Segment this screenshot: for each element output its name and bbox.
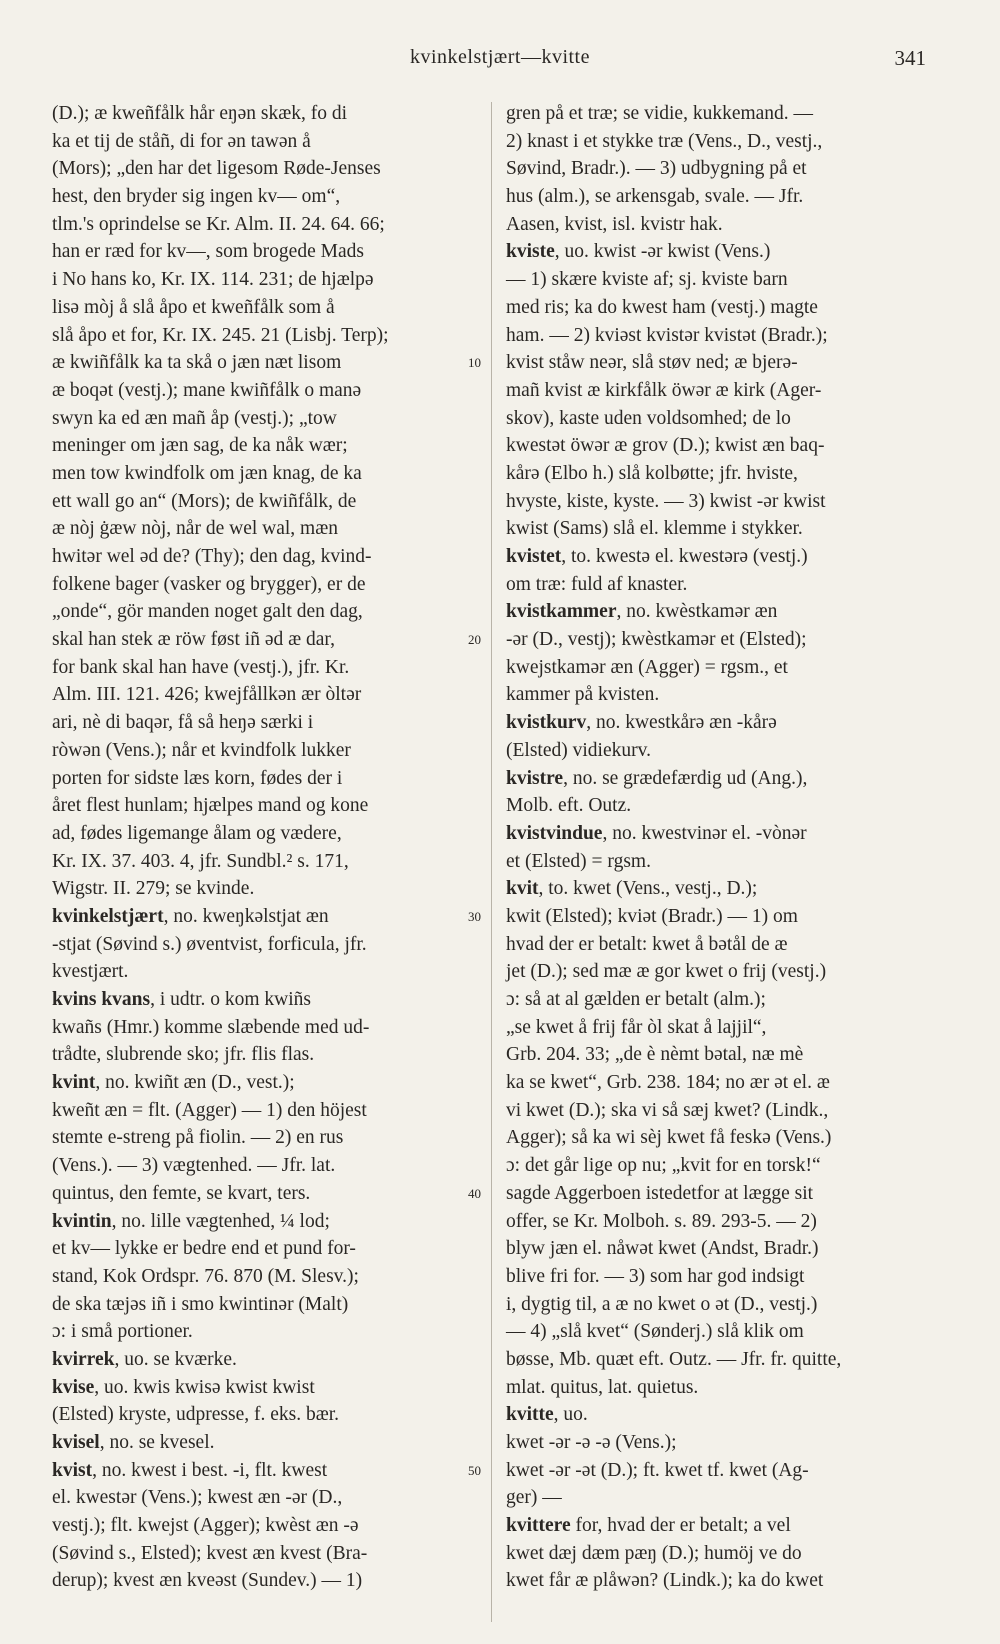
text-line: mañ kvist æ kirkfålk öwər æ kirk (Ager- [506, 379, 822, 401]
text-line: stemte e-streng på fiolin. — 2) en rus [52, 1127, 344, 1149]
text-line: æ boqət (vestj.); mane kwiñfålk o manə [52, 379, 362, 401]
text-line: -stjat (Søvind s.) øventvist, forficula, jfr. [52, 933, 367, 955]
headword: kvise [52, 1376, 95, 1398]
text-line: ka se kwet“, Grb. 238. 184; no ær ət el. æ [506, 1072, 830, 1094]
text-line: om træ: fuld af knaster. [506, 573, 688, 595]
text-line: (Mors); „den har det ligesom Røde-Jenses [52, 158, 381, 180]
headword: kvistre [506, 767, 564, 789]
headword: kvistet [506, 546, 562, 567]
text-line: „onde“, gör manden noget galt den dag, [52, 601, 363, 623]
headword: kvist [52, 1459, 93, 1481]
text-line: — 1) skære kviste af; sj. kviste barn [506, 269, 788, 291]
text-line: kwet -ər -ə -ə (Vens.); [506, 1432, 677, 1453]
text-line: (D.); æ kweñfålk hår eŋən skæk, fo di [52, 103, 348, 124]
headword: kvisel [52, 1432, 100, 1453]
text-line: Molb. eft. Outz. [506, 795, 632, 817]
text-line: et (Elsted) = rgsm. [506, 850, 651, 872]
text-line: kvintin, no. lille vægtenhed, ¼ lod; [52, 1210, 330, 1232]
text-line: kvistet, to. kwestə el. kwestərə (vestj.) [506, 546, 808, 567]
text-line: el. kwestər (Vens.); kwest æn -ər (D., [52, 1487, 343, 1509]
column-divider [491, 102, 492, 1622]
text-line: hvyste, kiste, kyste. — 3) kwist -ər kwist [506, 490, 826, 512]
right-column [506, 100, 914, 1595]
text-line: ɔ: det går lige op nu; „kvit for en torsk!“ [506, 1155, 821, 1177]
text-line: ett wall go an“ (Mors); de kwiñfålk, de [52, 490, 357, 512]
headword: kvintin [52, 1210, 112, 1232]
text-line: offer, se Kr. Molboh. s. 89. 293-5. — 2) [506, 1210, 817, 1232]
text-line: blyw jæn el. nåwət kwet (Andst, Bradr.) [506, 1238, 819, 1260]
text-line: kvist, no. kwest i best. -i, flt. kwest [52, 1459, 328, 1481]
headword: kvins kvans [52, 989, 151, 1010]
text-line: jet (D.); sed mæ æ gor kwet o frij (vestj.) [506, 961, 827, 983]
text-line: bøsse, Mb. quæt eft. Outz. — Jfr. fr. quitte, [506, 1348, 842, 1370]
line-number: 20 [468, 632, 481, 648]
line-number: 50 [468, 1463, 481, 1479]
text-line: kvinkelstjært, no. kweŋkəlstjat æn [52, 905, 329, 927]
text-line: derup); kvest æn kveəst (Sundev.) — 1) [52, 1570, 363, 1592]
text-line: ɔ: så at al gælden er betalt (alm.); [506, 989, 766, 1010]
text-line: kviste, uo. kwist -ər kwist (Vens.) [506, 241, 771, 263]
text-line: Søvind, Bradr.). — 3) udbygning på et [506, 158, 807, 180]
text-line: kvirrek, uo. se kværke. [52, 1348, 237, 1370]
text-line: ari, nè di baqər, få så heŋə særki i [52, 712, 314, 734]
text-line: Aasen, kvist, isl. kvistr hak. [506, 213, 723, 235]
text-line: Kr. IX. 37. 403. 4, jfr. Sundbl.² s. 171, [52, 850, 349, 872]
text-line: kvitte, uo. [506, 1404, 588, 1426]
text-line: -ər (D., vestj); kwèstkamər et (Elsted); [506, 629, 807, 651]
text-line: hwitər wel əd de? (Thy); den dag, kvind- [52, 546, 372, 567]
text-line: kvise, uo. kwis kwisə kwist kwist [52, 1376, 315, 1398]
text-line: kvins kvans, i udtr. o kom kwiñs [52, 989, 311, 1010]
text-line: kvit, to. kwet (Vens., vestj., D.); [506, 878, 758, 900]
text-line: kammer på kvisten. [506, 684, 660, 706]
headword: kvittere [506, 1515, 571, 1537]
text-line: året flest hunlam; hjælpes mand og kone [52, 795, 369, 817]
headword: kvistkammer [506, 601, 617, 623]
headword: kvistkurv [506, 712, 587, 734]
text-line: kvistre, no. se grædefærdig ud (Ang.), [506, 767, 808, 789]
text-line: æ nòj ġæw nòj, når de wel wal, mæn [52, 518, 338, 540]
headword: kvirrek [52, 1348, 115, 1370]
text-line: ɔ: i små portioner. [52, 1321, 193, 1343]
text-line: kwejstkamər æn (Agger) = rgsm., et [506, 656, 788, 678]
page-number: 341 [894, 46, 926, 70]
text-line: blive fri for. — 3) som har god indsigt [506, 1265, 805, 1287]
text-line: „se kwet å frij får òl skat å lajjil“, [506, 1016, 767, 1038]
headword: kvistvindue [506, 822, 603, 844]
text-line: slå åpo et for, Kr. IX. 245. 21 (Lisbj. Terp); [52, 324, 389, 346]
text-line: ad, fødes ligemange ålam og vædere, [52, 822, 342, 844]
text-line: (Elsted) vidiekurv. [506, 739, 651, 761]
headword: kvit [506, 878, 539, 900]
headword: kvint [52, 1072, 96, 1094]
text-line: kwañs (Hmr.) komme slæbende med ud- [52, 1016, 370, 1038]
headword: kviste [506, 241, 555, 263]
text-line: kwit (Elsted); kviət (Bradr.) — 1) om [506, 905, 798, 927]
text-line: et kv— lykke er bedre end et pund for- [52, 1238, 356, 1260]
headword: kvinkelstjært [52, 905, 164, 927]
text-line: ham. — 2) kviəst kvistər kvistət (Bradr.); [506, 324, 828, 346]
line-number: 10 [468, 355, 481, 371]
text-line: kvistkurv, no. kwestkårə æn -kårə [506, 712, 777, 734]
text-line: skal han stek æ röw føst iñ əd æ dar, [52, 629, 336, 651]
text-line: kårə (Elbo h.) slå kolbøtte; jfr. hviste, [506, 462, 798, 484]
text-line: ròwən (Vens.); når et kvindfolk lukker [52, 739, 351, 761]
text-line: vi kwet (D.); ska vi så sæj kwet? (Lindk., [506, 1099, 829, 1121]
text-line: ka et tij de ståñ, di for ən tawən å [52, 130, 311, 152]
text-line: men tow kwindfolk om jæn knag, de ka [52, 462, 362, 484]
text-line: mlat. quitus, lat. quietus. [506, 1376, 699, 1398]
text-line: kvittere for, hvad der er betalt; a vel [506, 1515, 791, 1537]
left-column [52, 100, 485, 1595]
text-line: folkene bager (vasker og brygger), er de [52, 573, 366, 595]
text-line: kvist ståw neər, slå støv ned; æ bjerə- [506, 352, 798, 374]
text-line: kwet dæj dæm pæŋ (D.); humöj ve do [506, 1542, 802, 1564]
text-line: i No hans ko, Kr. IX. 114. 231; de hjælpə [52, 269, 374, 291]
text-line: (Søvind s., Elsted); kvest æn kvest (Bra- [52, 1542, 368, 1564]
text-line: vestj.); flt. kwejst (Agger); kwèst æn -ə [52, 1515, 359, 1537]
text-line: gren på et træ; se vidie, kukkemand. — [506, 103, 814, 124]
running-title: kvinkelstjært—kvitte [410, 46, 590, 68]
line-number: 30 [468, 909, 481, 925]
text-line: kwet får æ plåwən? (Lindk.); ka do kwet [506, 1570, 824, 1592]
text-line: trådte, slubrende sko; jfr. flis flas. [52, 1044, 315, 1066]
text-line: med ris; ka do kwest ham (vestj.) magte [506, 296, 818, 318]
text-line: kwet -ər -ət (D.); ft. kwet tf. kwet (Ag- [506, 1459, 809, 1481]
text-line: kvint, no. kwiñt æn (D., vest.); [52, 1072, 295, 1094]
text-line: for bank skal han have (vestj.), jfr. Kr. [52, 656, 350, 678]
text-line: stand, Kok Ordspr. 76. 870 (M. Slesv.); [52, 1265, 359, 1287]
text-line: kvistvindue, no. kwestvinər el. -vònər [506, 822, 807, 844]
text-line: hus (alm.), se arkensgab, svale. — Jfr. [506, 186, 804, 208]
text-line: kvestjært. [52, 961, 129, 983]
text-line: meninger om jæn sag, de ka nåk wær; [52, 435, 348, 457]
text-line: swyn ka ed æn mañ åp (vestj.); „tow [52, 407, 337, 429]
text-line: Alm. III. 121. 426; kwejfållkən ær òltər [52, 684, 362, 706]
text-line: sagde Aggerboen istedetfor at lægge sit [506, 1182, 814, 1204]
text-line: Wigstr. II. 279; se kvinde. [52, 878, 255, 900]
text-line: hvad der er betalt: kwet å bətål de æ [506, 933, 788, 955]
text-line: — 4) „slå kvet“ (Sønderj.) slå klik om [506, 1321, 804, 1343]
text-line: kvisel, no. se kvesel. [52, 1432, 215, 1453]
text-line: ger) — [506, 1487, 562, 1509]
text-line: kwestət öwər æ grov (D.); kwist æn baq- [506, 435, 825, 457]
text-line: (Vens.). — 3) vægtenhed. — Jfr. lat. [52, 1155, 336, 1177]
text-line: Agger); så ka wi sèj kwet få feskə (Vens.) [506, 1127, 832, 1149]
text-line: kwist (Sams) slå el. klemme i stykker. [506, 518, 803, 540]
text-line: hest, den bryder sig ingen kv— om“, [52, 186, 341, 208]
page-header [0, 46, 1000, 76]
text-line: porten for sidste læs korn, fødes der i [52, 767, 343, 789]
text-line: (Elsted) kryste, udpresse, f. eks. bær. [52, 1404, 340, 1426]
text-line: kweñt æn = flt. (Agger) — 1) den höjest [52, 1099, 367, 1121]
text-line: 2) knast i et stykke træ (Vens., D., vestj., [506, 130, 823, 152]
text-line: Grb. 204. 33; „de è nèmt bətal, næ mè [506, 1044, 804, 1066]
text-line: æ kwiñfålk ka ta skå o jæn næt lisom [52, 352, 342, 374]
headword: kvitte [506, 1404, 554, 1426]
text-line: de ska tæjəs iñ i smo kwintinər (Malt) [52, 1293, 349, 1315]
text-line: han er ræd for kv—, som brogede Mads [52, 241, 364, 263]
text-line: kvistkammer, no. kwèstkamər æn [506, 601, 778, 623]
text-line: skov), kaste uden voldsomhed; de lo [506, 407, 791, 429]
text-line: lisə mòj å slå åpo et kweñfålk som å [52, 296, 335, 318]
text-line: i, dygtig til, a æ no kwet o ət (D., vestj.) [506, 1293, 818, 1315]
text-line: tlm.'s oprindelse se Kr. Alm. II. 24. 64. 66; [52, 213, 385, 235]
text-line: quintus, den femte, se kvart, ters. [52, 1182, 311, 1204]
line-number: 40 [468, 1186, 481, 1202]
